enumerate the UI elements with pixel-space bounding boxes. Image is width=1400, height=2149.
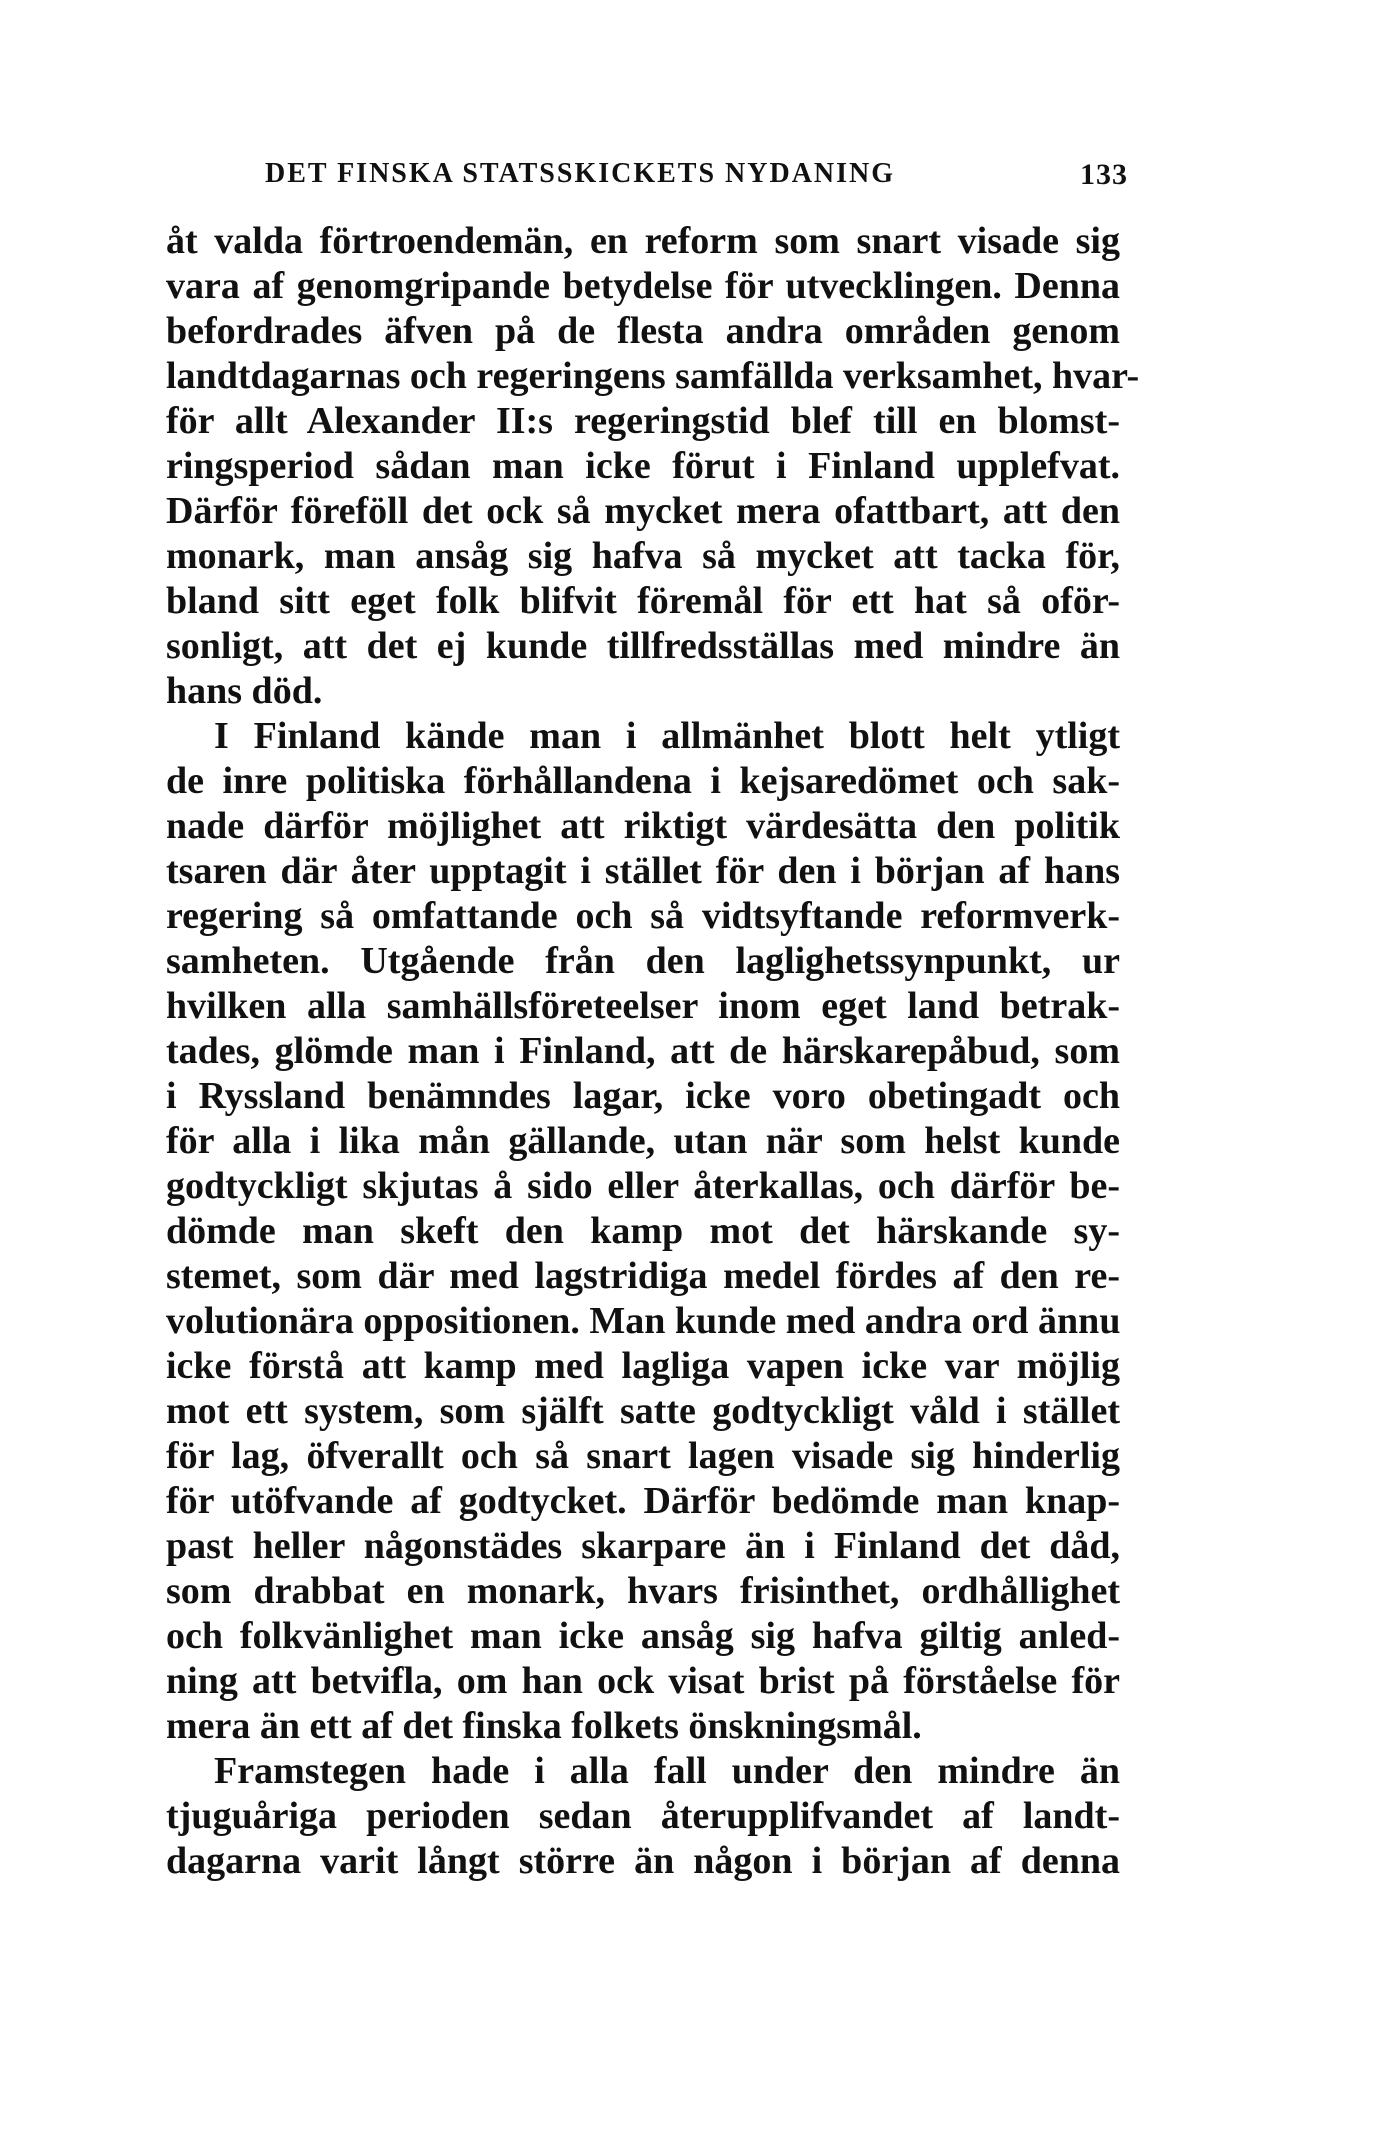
text-line: hans död. (166, 670, 323, 712)
text-line: sonligt, att det ej kunde tillfredsställas med mindre än (166, 625, 1120, 667)
text-line: tsaren där åter upptagit i stället för den i början af hans (166, 850, 1120, 892)
text-line: tades, glömde man i Finland, att de härskarepåbud, som (166, 1030, 1120, 1072)
text-line: Därför föreföll det ock så mycket mera ofattbart, att den (166, 490, 1120, 532)
text-line: för utöfvande af godtycket. Därför bedömde man knap- (166, 1480, 1120, 1522)
text-line: tjuguåriga perioden sedan återupplifvandet af landt- (166, 1795, 1120, 1837)
text-line: hvilken alla samhällsföreteelser inom eget land betrak- (166, 985, 1120, 1027)
text-line: i Ryssland benämndes lagar, icke voro obetingadt och (166, 1075, 1120, 1117)
text-line: mera än ett af det finska folkets önskningsmål. (166, 1705, 922, 1747)
text-line: de inre politiska förhållandena i kejsaredömet och sak- (166, 760, 1120, 802)
text-line: ringsperiod sådan man icke förut i Finland upplefvat. (166, 445, 1120, 487)
text-line: vara af genomgripande betydelse för utvecklingen. Denna (166, 265, 1120, 307)
paragraph-start-line: I Finland kände man i allmänhet blott helt ytligt (214, 715, 1120, 757)
text-line: stemet, som där med lagstridiga medel fördes af den re- (166, 1255, 1120, 1297)
text-line: volutionära oppositionen. Man kunde med andra ord ännu (166, 1300, 1121, 1342)
text-line: samheten. Utgående från den laglighetssynpunkt, ur (166, 940, 1120, 982)
page-number: 133 (1080, 158, 1128, 191)
text-line: monark, man ansåg sig hafva så mycket att tacka för, (166, 535, 1120, 577)
text-line: dagarna varit långt större än någon i början af denna (166, 1840, 1120, 1882)
text-line: nade därför möjlighet att riktigt värdesätta den politik (166, 805, 1120, 847)
text-line: för allt Alexander II:s regeringstid blef till en blomst- (166, 400, 1120, 442)
text-line: som drabbat en monark, hvars frisinthet, ordhållighet (166, 1570, 1120, 1612)
text-line: dömde man skeft den kamp mot det härskande sy- (166, 1210, 1120, 1252)
text-line: för lag, öfverallt och så snart lagen visade sig hinderlig (166, 1435, 1120, 1477)
text-line: för alla i lika mån gällande, utan när som helst kunde (166, 1120, 1120, 1162)
text-line: icke förstå att kamp med lagliga vapen icke var möjlig (166, 1345, 1120, 1387)
text-line: past heller någonstädes skarpare än i Finland det dåd, (166, 1525, 1120, 1567)
text-line: bland sitt eget folk blifvit föremål för ett hat så oför- (166, 580, 1120, 622)
text-line: ning att betvifla, om han ock visat brist på förståelse för (166, 1660, 1120, 1702)
text-line: regering så omfattande och så vidtsyftande reformverk- (166, 895, 1120, 937)
paragraph-start-line: Framstegen hade i alla fall under den mindre än (214, 1750, 1120, 1792)
running-head (185, 158, 1128, 198)
running-title: DET FINSKA STATSSKICKETS NYDANING (265, 158, 896, 189)
text-line: åt valda förtroendemän, en reform som snart visade sig (166, 220, 1120, 262)
text-line: och folkvänlighet man icke ansåg sig hafva giltig anled- (166, 1615, 1120, 1657)
text-line: mot ett system, som själft satte godtyckligt våld i stället (166, 1390, 1120, 1432)
text-line: landtdagarnas och regeringens samfällda verksamhet, hvar- (166, 355, 1140, 397)
text-line: godtyckligt skjutas å sido eller återkallas, och därför be- (166, 1165, 1120, 1207)
text-line: befordrades äfven på de flesta andra områden genom (166, 310, 1120, 352)
